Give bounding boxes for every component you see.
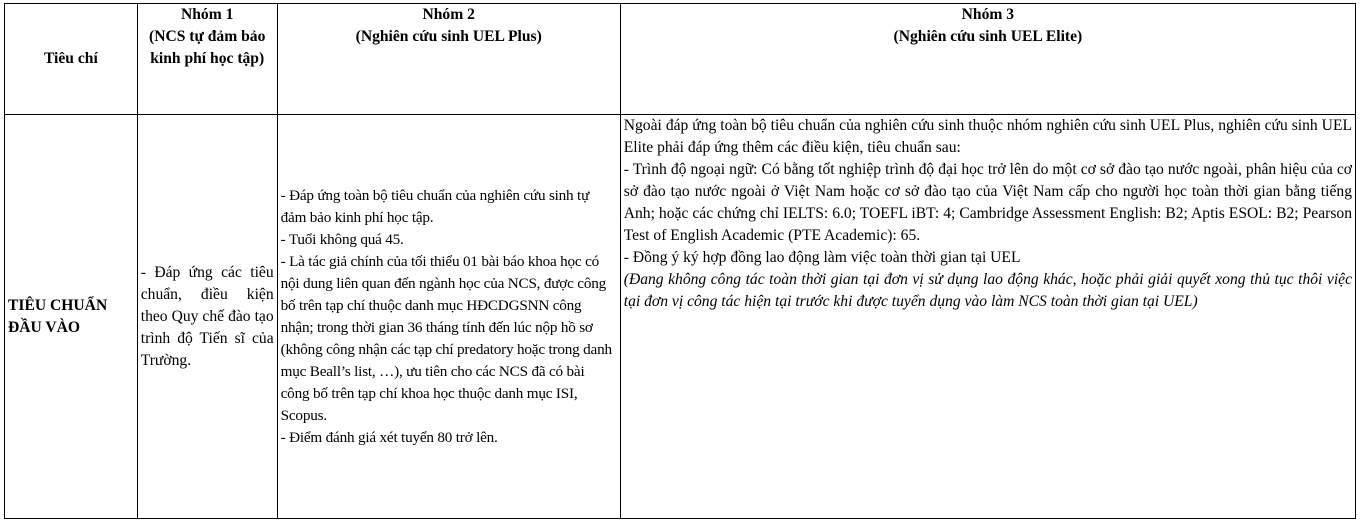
header-group1-subtitle: (NCS tự đảm bảo kinh phí học tập) xyxy=(149,28,266,67)
header-group2-subtitle: (Nghiên cứu sinh UEL Plus) xyxy=(355,28,542,45)
group3-contract-requirement: - Đồng ý ký hợp đồng lao động làm việc toàn thời gian tại UEL xyxy=(623,249,1021,266)
group2-item: - Tuổi không quá 45. xyxy=(280,230,404,248)
group3-requirements xyxy=(620,115,1355,519)
header-criteria: Tiêu chí xyxy=(5,4,138,115)
header-group2 xyxy=(277,4,620,115)
group2-requirements xyxy=(277,115,620,519)
table-row xyxy=(5,115,1356,519)
header-group2-title: Nhóm 2 xyxy=(422,6,475,23)
group1-requirements: - Đáp ứng các tiêu chuẩn, điều kiện theo Quy chế đào tạo trình độ Tiến sĩ của Trường. xyxy=(137,115,277,519)
group3-contract-note: (Đang không công tác toàn thời gian tại đơn vị sử dụng lao động khác, hoặc phải giải quyết xong thủ tục thôi việc tại đơn vị công tác hiện tại trước khi được tuyển dụng vào làm NCS toàn thời gian tại UEL) xyxy=(623,271,1352,310)
group3-intro: Ngoài đáp ứng toàn bộ tiêu chuẩn của nghiên cứu sinh thuộc nhóm nghiên cứu sinh UEL Plus, nghiên cứu sinh UEL Elite phải đáp ứng thêm các điều kiện, tiêu chuẩn sau: xyxy=(623,117,1352,156)
group3-language-requirement: - Trình độ ngoại ngữ: Có bằng tốt nghiệp trình độ đại học trở lên do một cơ sở đào tạo nước ngoài, phân hiệu của cơ sở đào tạo nước ngoài ở Việt Nam hoặc cơ sở đào tạo của Việt Nam cấp cho người học toàn thời gian bằng tiếng Anh; hoặc các chứng chỉ IELTS: 6.0; TOEFL iBT: 4; Cambridge Assessment English: B2; Aptis ESOL: B2; Pearson Test of English Academic (PTE Academic): 65. xyxy=(623,161,1352,244)
header-row xyxy=(5,4,1356,115)
row-criteria: TIÊU CHUẨN ĐẦU VÀO xyxy=(5,115,138,519)
group2-item: - Điểm đánh giá xét tuyển 80 trở lên. xyxy=(280,428,498,446)
header-group3 xyxy=(620,4,1355,115)
group2-item: - Là tác giả chính của tối thiểu 01 bài báo khoa học có nội dung liên quan đến ngành học của NCS, được công bố trên tạp chí thuộc danh mục HĐCDGSNN công nhận; trong thời gian 36 tháng tính đến lúc nộp hồ sơ (không công nhận các tạp chí predatory hoặc trong danh mục Beall’s list, …), ưu tiên cho các NCS đã có bài công bố trên tạp chí khoa học thuộc danh mục ISI, Scopus. xyxy=(280,252,612,424)
header-group3-subtitle: (Nghiên cứu sinh UEL Elite) xyxy=(893,28,1083,45)
group2-item: - Đáp ứng toàn bộ tiêu chuẩn của nghiên cứu sinh tự đảm bảo kinh phí học tập. xyxy=(280,186,590,226)
header-group1 xyxy=(137,4,277,115)
criteria-table xyxy=(4,3,1356,519)
header-group3-title: Nhóm 3 xyxy=(961,6,1015,23)
header-group1-title: Nhóm 1 xyxy=(180,6,234,23)
